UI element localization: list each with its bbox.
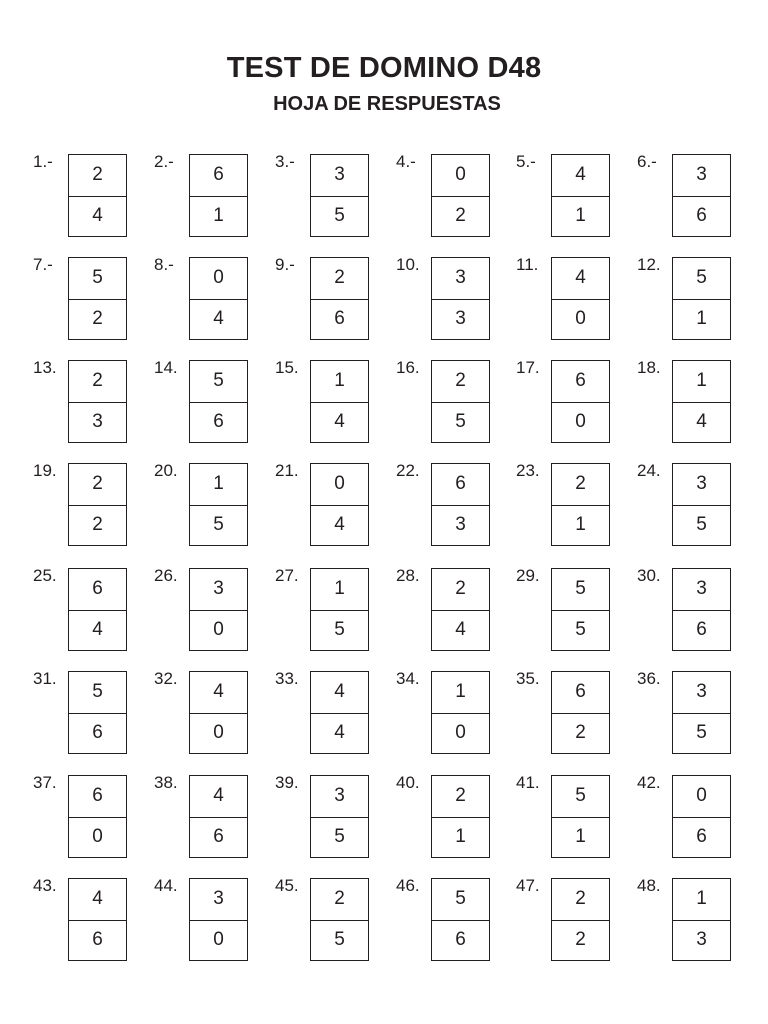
domino-bottom-value: 3 — [455, 513, 466, 535]
domino-bottom-value: 5 — [334, 204, 345, 226]
domino-top-value: 5 — [69, 258, 126, 300]
domino-top-value: 3 — [673, 155, 730, 197]
domino-top-value: 1 — [311, 569, 368, 611]
domino-bottom-value: 5 — [213, 513, 224, 535]
item-number: 5.- — [516, 152, 536, 171]
item-number: 45. — [275, 876, 299, 895]
answer-item — [33, 256, 153, 346]
domino-bottom-value: 3 — [455, 307, 466, 329]
domino-bottom-value: 4 — [92, 204, 103, 226]
item-number: 14. — [154, 358, 178, 377]
answer-item — [33, 670, 153, 760]
domino-top-value: 2 — [432, 361, 489, 403]
domino-tile — [672, 671, 731, 754]
answer-item — [275, 359, 395, 449]
domino-tile — [189, 360, 248, 443]
item-number: 43. — [33, 876, 57, 895]
domino-bottom-value: 5 — [334, 825, 345, 847]
domino-top-value: 2 — [69, 464, 126, 506]
domino-bottom-value: 6 — [696, 618, 707, 640]
item-number: 6.- — [637, 152, 657, 171]
domino-bottom-value: 0 — [575, 307, 586, 329]
domino-top-value: 5 — [552, 776, 609, 818]
item-number: 19. — [33, 461, 57, 480]
domino-top-value: 6 — [552, 361, 609, 403]
item-number: 15. — [275, 358, 299, 377]
domino-top-value: 5 — [69, 672, 126, 714]
item-number: 39. — [275, 773, 299, 792]
item-number: 1.- — [33, 152, 53, 171]
answer-item — [637, 359, 757, 449]
domino-tile — [68, 154, 127, 237]
domino-tile — [431, 154, 490, 237]
domino-bottom-value: 2 — [92, 513, 103, 535]
domino-top-value: 2 — [432, 569, 489, 611]
answer-item — [516, 359, 636, 449]
domino-bottom-value: 2 — [92, 307, 103, 329]
answer-item — [33, 877, 153, 967]
domino-bottom-value: 4 — [334, 410, 345, 432]
domino-bottom-value: 4 — [92, 618, 103, 640]
answer-item — [275, 256, 395, 346]
domino-top-value: 0 — [673, 776, 730, 818]
domino-tile — [310, 360, 369, 443]
domino-top-value: 6 — [190, 155, 247, 197]
item-number: 36. — [637, 669, 661, 688]
item-number: 41. — [516, 773, 540, 792]
domino-bottom-value: 0 — [213, 618, 224, 640]
domino-tile — [68, 568, 127, 651]
answer-item — [396, 359, 516, 449]
domino-top-value: 4 — [190, 672, 247, 714]
answer-item — [396, 256, 516, 346]
domino-bottom-value: 1 — [575, 825, 586, 847]
domino-bottom-value: 1 — [575, 204, 586, 226]
domino-bottom-value: 6 — [213, 410, 224, 432]
item-number: 29. — [516, 566, 540, 585]
domino-tile — [189, 568, 248, 651]
domino-bottom-value: 6 — [696, 825, 707, 847]
domino-top-value: 6 — [69, 776, 126, 818]
domino-tile — [310, 878, 369, 961]
domino-top-value: 5 — [190, 361, 247, 403]
domino-top-value: 0 — [311, 464, 368, 506]
domino-tile — [189, 671, 248, 754]
domino-top-value: 2 — [311, 879, 368, 921]
answer-item — [275, 567, 395, 657]
item-number: 42. — [637, 773, 661, 792]
domino-tile — [68, 257, 127, 340]
domino-tile — [68, 463, 127, 546]
answer-item — [154, 567, 274, 657]
domino-bottom-value: 5 — [334, 618, 345, 640]
answer-item — [396, 877, 516, 967]
domino-top-value: 0 — [432, 155, 489, 197]
answer-item — [637, 877, 757, 967]
answer-item — [154, 462, 274, 552]
answer-item — [154, 774, 274, 864]
domino-bottom-value: 4 — [696, 410, 707, 432]
item-number: 11. — [516, 255, 539, 274]
item-number: 37. — [33, 773, 57, 792]
domino-bottom-value: 0 — [213, 721, 224, 743]
domino-bottom-value: 2 — [575, 721, 586, 743]
item-number: 12. — [637, 255, 661, 274]
answer-item — [516, 670, 636, 760]
domino-bottom-value: 3 — [696, 928, 707, 950]
item-number: 17. — [516, 358, 540, 377]
domino-tile — [551, 257, 610, 340]
domino-tile — [431, 878, 490, 961]
item-number: 25. — [33, 566, 57, 585]
item-number: 27. — [275, 566, 299, 585]
domino-tile — [68, 775, 127, 858]
domino-top-value: 3 — [673, 464, 730, 506]
domino-tile — [310, 671, 369, 754]
answer-item — [637, 567, 757, 657]
domino-bottom-value: 6 — [696, 204, 707, 226]
answer-item — [516, 567, 636, 657]
domino-tile — [189, 463, 248, 546]
item-number: 2.- — [154, 152, 174, 171]
answer-item — [637, 256, 757, 346]
answer-item — [396, 567, 516, 657]
answer-item — [154, 256, 274, 346]
answer-item — [637, 670, 757, 760]
domino-top-value: 2 — [552, 464, 609, 506]
domino-tile — [672, 775, 731, 858]
item-number: 31. — [33, 669, 57, 688]
answer-item — [154, 670, 274, 760]
domino-bottom-value: 1 — [455, 825, 466, 847]
domino-tile — [68, 360, 127, 443]
answer-item — [154, 877, 274, 967]
item-number: 46. — [396, 876, 420, 895]
domino-top-value: 4 — [69, 879, 126, 921]
domino-tile — [310, 568, 369, 651]
item-number: 7.- — [33, 255, 53, 274]
domino-top-value: 1 — [311, 361, 368, 403]
domino-tile — [551, 775, 610, 858]
answer-item — [396, 774, 516, 864]
answer-item — [637, 153, 757, 243]
domino-top-value: 1 — [673, 361, 730, 403]
answer-item — [33, 774, 153, 864]
domino-bottom-value: 6 — [213, 825, 224, 847]
domino-bottom-value: 2 — [455, 204, 466, 226]
domino-bottom-value: 5 — [696, 721, 707, 743]
domino-top-value: 0 — [190, 258, 247, 300]
domino-tile — [189, 878, 248, 961]
domino-bottom-value: 3 — [92, 410, 103, 432]
domino-tile — [551, 878, 610, 961]
item-number: 20. — [154, 461, 178, 480]
domino-top-value: 3 — [190, 569, 247, 611]
answer-item — [516, 877, 636, 967]
answer-item — [396, 153, 516, 243]
item-number: 22. — [396, 461, 420, 480]
domino-tile — [672, 878, 731, 961]
domino-tile — [551, 568, 610, 651]
domino-bottom-value: 6 — [334, 307, 345, 329]
domino-tile — [431, 463, 490, 546]
domino-bottom-value: 4 — [455, 618, 466, 640]
domino-tile — [672, 568, 731, 651]
domino-bottom-value: 4 — [334, 513, 345, 535]
domino-top-value: 3 — [673, 672, 730, 714]
domino-top-value: 1 — [673, 879, 730, 921]
answer-item — [33, 462, 153, 552]
item-number: 40. — [396, 773, 420, 792]
domino-top-value: 3 — [190, 879, 247, 921]
domino-bottom-value: 5 — [334, 928, 345, 950]
domino-top-value: 5 — [432, 879, 489, 921]
domino-tile — [551, 154, 610, 237]
item-number: 26. — [154, 566, 178, 585]
domino-tile — [672, 257, 731, 340]
item-number: 8.- — [154, 255, 174, 274]
domino-bottom-value: 1 — [575, 513, 586, 535]
domino-top-value: 6 — [552, 672, 609, 714]
item-number: 34. — [396, 669, 420, 688]
answer-item — [396, 462, 516, 552]
item-number: 47. — [516, 876, 540, 895]
domino-bottom-value: 6 — [455, 928, 466, 950]
item-number: 13. — [33, 358, 57, 377]
domino-top-value: 2 — [311, 258, 368, 300]
item-number: 28. — [396, 566, 420, 585]
answer-item — [275, 774, 395, 864]
item-number: 18. — [637, 358, 661, 377]
domino-tile — [672, 360, 731, 443]
domino-bottom-value: 4 — [213, 307, 224, 329]
domino-tile — [189, 257, 248, 340]
domino-top-value: 6 — [69, 569, 126, 611]
domino-tile — [310, 257, 369, 340]
answer-item — [275, 153, 395, 243]
item-number: 24. — [637, 461, 661, 480]
domino-tile — [431, 671, 490, 754]
item-number: 10. — [396, 255, 420, 274]
domino-bottom-value: 6 — [92, 721, 103, 743]
answer-item — [516, 153, 636, 243]
domino-top-value: 6 — [432, 464, 489, 506]
domino-top-value: 3 — [673, 569, 730, 611]
domino-top-value: 2 — [432, 776, 489, 818]
domino-bottom-value: 0 — [455, 721, 466, 743]
domino-tile — [189, 154, 248, 237]
answer-item — [275, 462, 395, 552]
domino-bottom-value: 0 — [213, 928, 224, 950]
domino-tile — [310, 154, 369, 237]
domino-bottom-value: 6 — [92, 928, 103, 950]
item-number: 9.- — [275, 255, 295, 274]
item-number: 30. — [637, 566, 661, 585]
domino-bottom-value: 4 — [334, 721, 345, 743]
page-subtitle: HOJA DE RESPUESTAS — [273, 93, 501, 115]
answer-item — [396, 670, 516, 760]
domino-tile — [310, 775, 369, 858]
domino-tile — [68, 671, 127, 754]
answer-item — [275, 670, 395, 760]
domino-top-value: 1 — [432, 672, 489, 714]
domino-top-value: 2 — [69, 361, 126, 403]
page-title: TEST DE DOMINO D48 — [226, 52, 542, 84]
domino-bottom-value: 5 — [575, 618, 586, 640]
domino-bottom-value: 0 — [92, 825, 103, 847]
domino-tile — [672, 154, 731, 237]
domino-top-value: 3 — [432, 258, 489, 300]
item-number: 32. — [154, 669, 178, 688]
item-number: 16. — [396, 358, 420, 377]
domino-top-value: 5 — [552, 569, 609, 611]
domino-tile — [431, 360, 490, 443]
domino-top-value: 5 — [673, 258, 730, 300]
answer-item — [33, 153, 153, 243]
item-number: 23. — [516, 461, 540, 480]
domino-bottom-value: 1 — [696, 307, 707, 329]
domino-tile — [310, 463, 369, 546]
domino-top-value: 4 — [552, 258, 609, 300]
answer-item — [154, 153, 274, 243]
domino-tile — [672, 463, 731, 546]
domino-top-value: 2 — [69, 155, 126, 197]
domino-bottom-value: 5 — [696, 513, 707, 535]
answer-item — [637, 462, 757, 552]
domino-top-value: 3 — [311, 776, 368, 818]
domino-top-value: 4 — [311, 672, 368, 714]
answer-item — [516, 462, 636, 552]
domino-tile — [431, 568, 490, 651]
domino-top-value: 1 — [190, 464, 247, 506]
item-number: 4.- — [396, 152, 416, 171]
domino-top-value: 2 — [552, 879, 609, 921]
answer-item — [516, 774, 636, 864]
item-number: 35. — [516, 669, 540, 688]
domino-tile — [551, 463, 610, 546]
domino-bottom-value: 5 — [455, 410, 466, 432]
domino-tile — [431, 775, 490, 858]
domino-top-value: 4 — [552, 155, 609, 197]
domino-bottom-value: 1 — [213, 204, 224, 226]
answer-item — [637, 774, 757, 864]
domino-bottom-value: 0 — [575, 410, 586, 432]
domino-bottom-value: 2 — [575, 928, 586, 950]
domino-tile — [551, 671, 610, 754]
domino-tile — [68, 878, 127, 961]
answer-item — [516, 256, 636, 346]
domino-tile — [431, 257, 490, 340]
answer-item — [33, 567, 153, 657]
item-number: 38. — [154, 773, 178, 792]
item-number: 3.- — [275, 152, 295, 171]
item-number: 48. — [637, 876, 661, 895]
item-number: 44. — [154, 876, 178, 895]
answer-item — [275, 877, 395, 967]
item-number: 33. — [275, 669, 299, 688]
domino-tile — [189, 775, 248, 858]
domino-tile — [551, 360, 610, 443]
item-number: 21. — [275, 461, 299, 480]
answer-item — [33, 359, 153, 449]
domino-top-value: 3 — [311, 155, 368, 197]
answer-item — [154, 359, 274, 449]
domino-top-value: 4 — [190, 776, 247, 818]
